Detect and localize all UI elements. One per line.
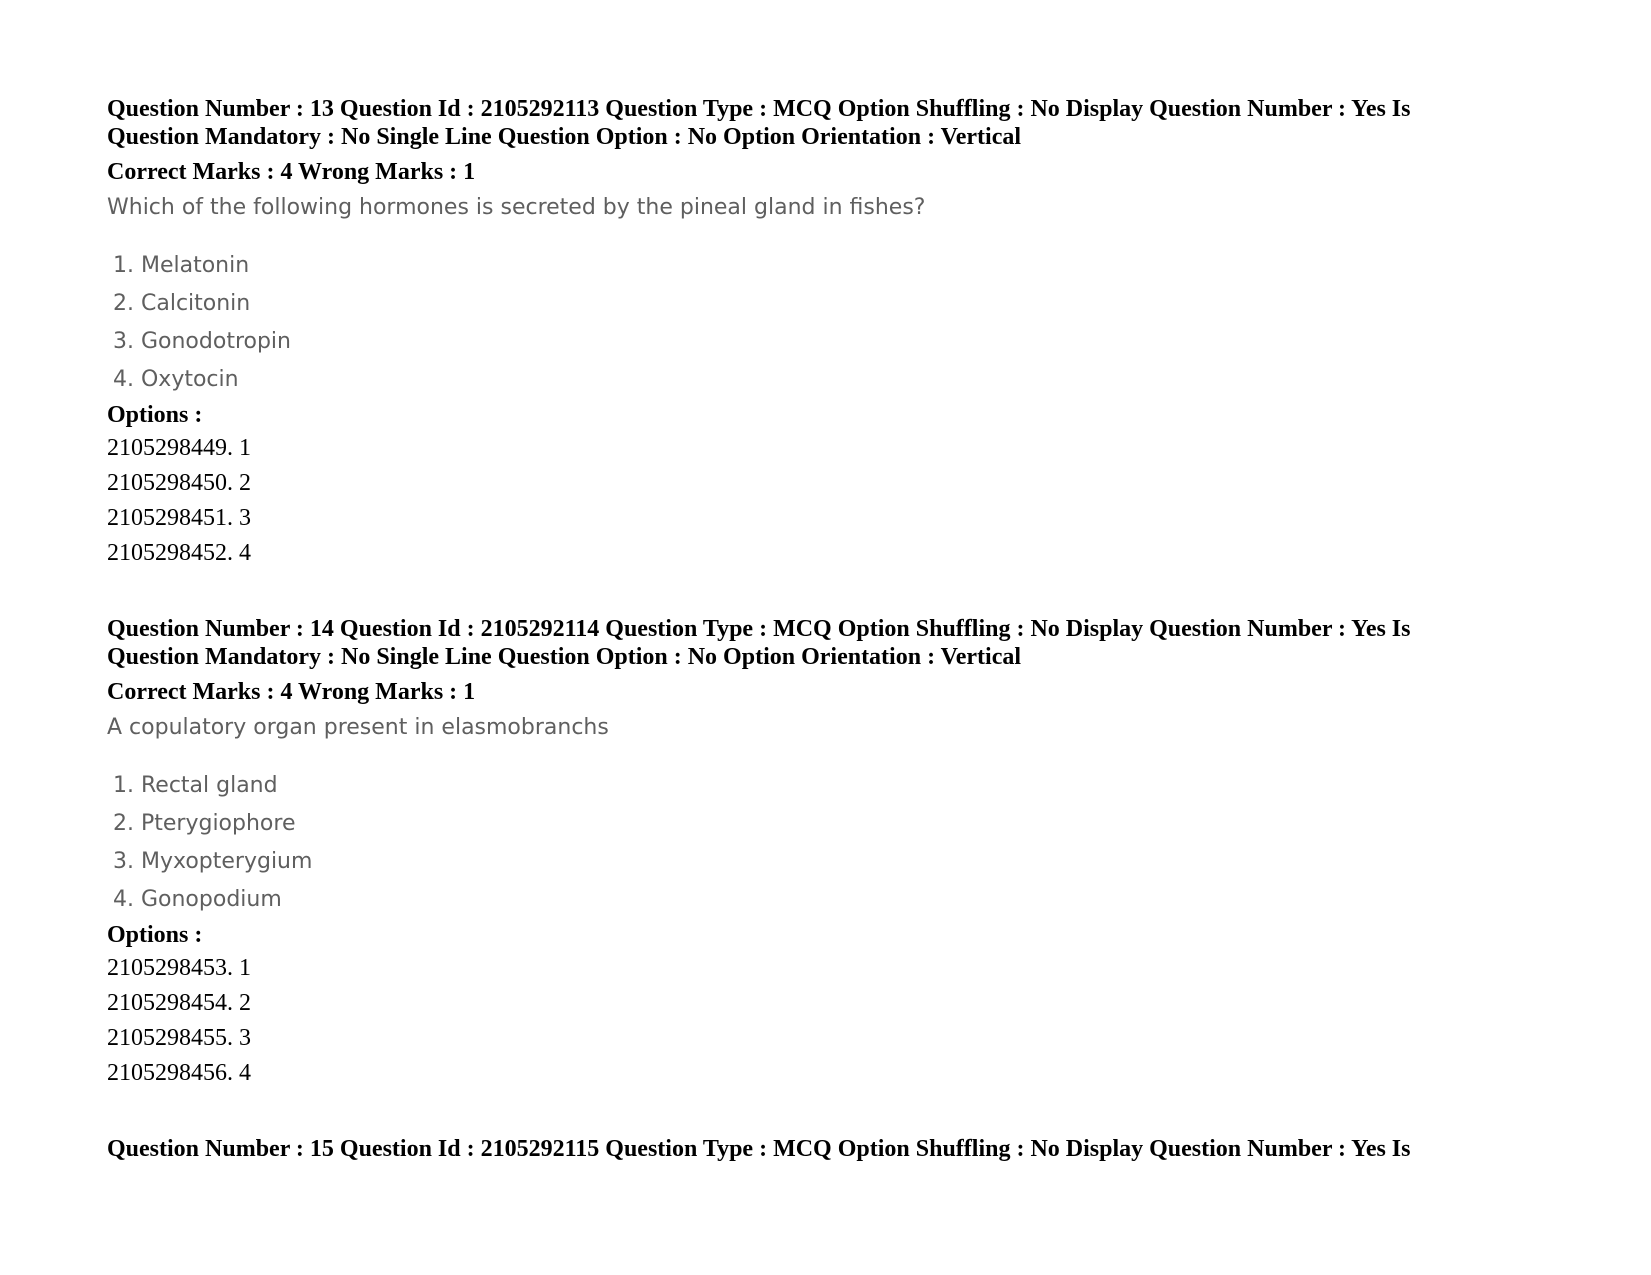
option-id: 2105298452. 4 <box>107 540 251 566</box>
question-block <box>107 615 1547 1091</box>
question-marks: Correct Marks : 4 Wrong Marks : 1 <box>107 679 476 705</box>
question-meta-line: Question Number : 14 Question Id : 2105292114 Question Type : MCQ Option Shuffling : No Display Question Number : Yes Is <box>107 616 1411 642</box>
options-label: Options : <box>107 402 203 428</box>
question-separator <box>107 1091 1547 1135</box>
answer-choice: 2. Pterygiophore <box>113 811 296 836</box>
option-id: 2105298456. 4 <box>107 1060 251 1086</box>
option-id: 2105298451. 3 <box>107 505 251 531</box>
question-meta-line: Question Number : 15 Question Id : 2105292115 Question Type : MCQ Option Shuffling : No Display Question Number : Yes Is <box>107 1136 1411 1162</box>
question-meta-line: Question Mandatory : No Single Line Question Option : No Option Orientation : Vertical <box>107 124 1022 150</box>
option-id: 2105298455. 3 <box>107 1025 251 1051</box>
options-label: Options : <box>107 922 203 948</box>
answer-choice: 3. Myxopterygium <box>113 849 313 874</box>
answer-choice: 4. Oxytocin <box>113 367 239 392</box>
answer-choice: 1. Melatonin <box>113 253 250 278</box>
option-id-list <box>107 431 1547 571</box>
answer-choices <box>107 247 1547 399</box>
question-stem: A copulatory organ present in elasmobranchs <box>107 715 609 740</box>
question-stem: Which of the following hormones is secreted by the pineal gland in fishes? <box>107 195 926 220</box>
question-separator <box>107 571 1547 615</box>
answer-choice: 4. Gonopodium <box>113 887 282 912</box>
answer-choice: 1. Rectal gland <box>113 773 278 798</box>
document-page <box>107 95 1547 1163</box>
option-id-list <box>107 951 1547 1091</box>
option-id: 2105298453. 1 <box>107 955 251 981</box>
option-id: 2105298449. 1 <box>107 435 251 461</box>
question-block <box>107 95 1547 571</box>
answer-choice: 2. Calcitonin <box>113 291 251 316</box>
option-id: 2105298450. 2 <box>107 470 251 496</box>
option-id: 2105298454. 2 <box>107 990 251 1016</box>
answer-choices <box>107 767 1547 919</box>
question-block <box>107 1135 1547 1163</box>
question-meta-line: Question Mandatory : No Single Line Question Option : No Option Orientation : Vertical <box>107 644 1022 670</box>
question-marks: Correct Marks : 4 Wrong Marks : 1 <box>107 159 476 185</box>
answer-choice: 3. Gonodotropin <box>113 329 291 354</box>
question-meta-line: Question Number : 13 Question Id : 2105292113 Question Type : MCQ Option Shuffling : No Display Question Number : Yes Is <box>107 96 1411 122</box>
